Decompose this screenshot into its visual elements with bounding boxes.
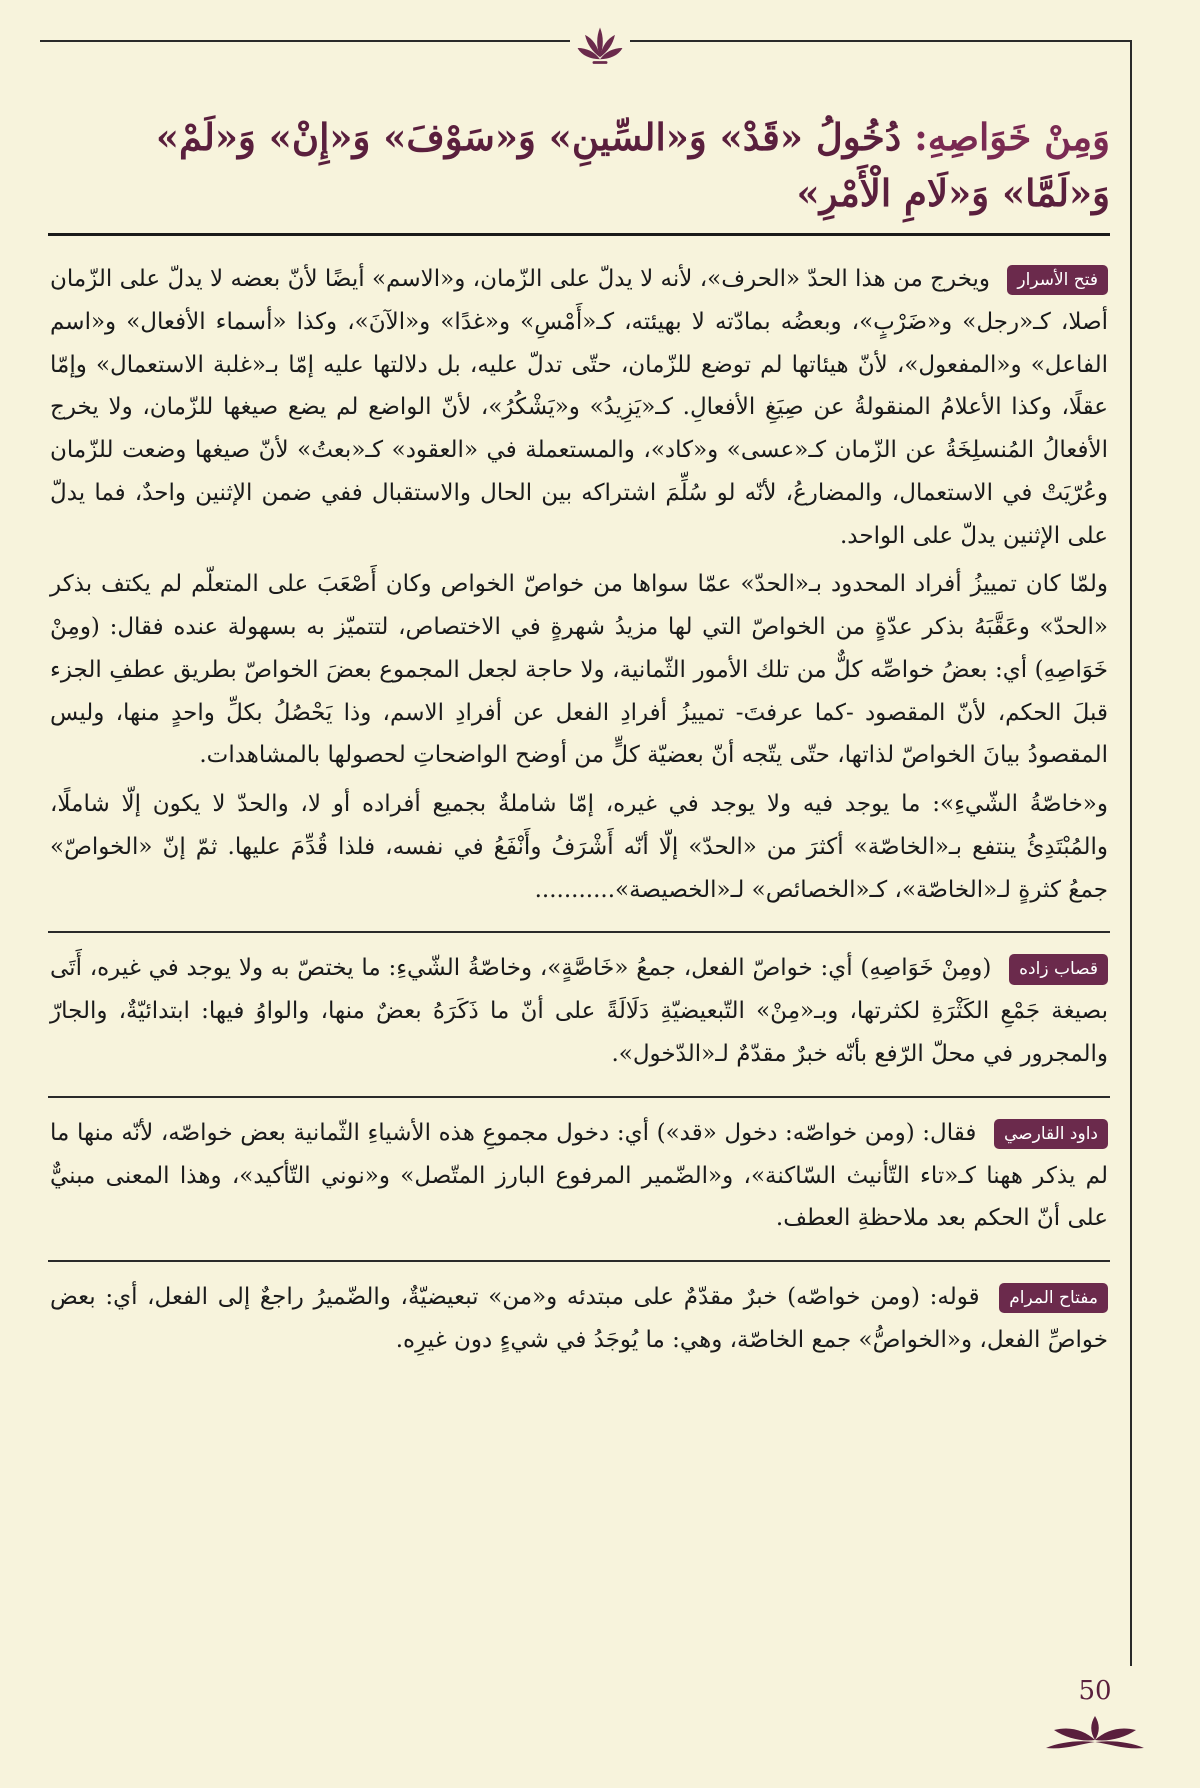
paragraph bbox=[50, 947, 1108, 1075]
commentary-dawud-al-qarsi bbox=[48, 1106, 1110, 1256]
paragraph: ولمّا كان تمييزُ أفراد المحدود بـ«الحدّ» عمّا سواها من خواصّ الخواص وكان أَصْعَبَ على المتعلّم لم يكتف بذكر «الحدّ» وعَقَّبَهُ بذكر عدّةٍ من الخواصّ التي لها مزيدُ شهرةٍ في الاختصاص، لتتميّز به بسهولة عنده فقال: (ومِنْ خَوَاصِهِ) أي: بعضُ خواصِّه كلٌّ من تلك الأمور الثّمانية، ولا حاجة لجعل المجموع بعضَ الخواصّ بطريق عطفِ الجزء قبلَ الحكم، لأنّ المقصود -كما عرفتَ- تمييزُ أفرادِ الفعل عن أفرادِ الاسم، وذا يَحْصُلُ بكلِّ واحدٍ منها، وليس المقصودُ بيانَ الخواصّ لذاتها، حتّى يتّجه أنّ بعضيّة كلٍّ من أوضح الواضحاتِ لحصولها بالمشاهدات. bbox=[50, 571, 1108, 769]
matn-text: دُخُولُ «قَدْ» وَ«السِّينِ» وَ«سَوْفَ» وَ«إِنْ» وَ«لَمْ» وَ«لَمَّا» وَ«لَامِ الْأَمْرِ» bbox=[155, 115, 1110, 215]
matn-heading bbox=[48, 110, 1110, 236]
section-divider bbox=[48, 1096, 1110, 1098]
leaf-ornament-icon bbox=[1040, 1706, 1150, 1756]
paragraph-text: ويخرج من هذا الحدّ «الحرف»، لأنه لا يدلّ على الزّمان، و«الاسم» أيضًا لأنّ بعضه لا يدلّ على الزّمان أصلا، كـ«رجل» و«ضَرْبٍ»، وبعضُه بمادّته لا بهيئته، كـ«أَمْسِ» و«غدًا» و«الآنَ»، وكذا «أسماء الأفعال» و«اسم الفاعل» و«المفعول»، لأنّ هيئاتها لم توضع للزّمان، حتّى تدلّ عليه، بل دلالتها عليه إمّا بـ«غلبة الاستعمال» وإمّا عقلًا، وكذا الأعلامُ المنقولةُ عن صِيَغِ الأفعالِ. كـ«يَزِيدُ» و«يَشْكُرُ»، لأنّ الواضع لم يضع صيغها للزّمان، ولا يخرج الأفعالُ المُنسلِخَةُ عن الزّمان كـ«عسى» و«كاد»، والمستعملة في «العقود» كـ«بعتُ» لأنّ صيغها وضعت للزّمان وعُرّيَتْ في الاستعمال، والمضارعُ، لأنّه لو سُلِّمَ اشتراكه بين الحال والاستقبال ففي ضمن الإثنين واحدٌ، فما يدلّ على الإثنين يدلّ على الواحد. bbox=[50, 266, 1108, 549]
commentary-label: قصاب زاده bbox=[1009, 954, 1108, 984]
commentary-label: مفتاح المرام bbox=[999, 1283, 1108, 1313]
commentary-label: داود القارصي bbox=[994, 1119, 1108, 1149]
matn-prefix: وَمِنْ خَوَاصِهِ: bbox=[914, 115, 1110, 159]
commentary-fath-al-asrar bbox=[48, 252, 1110, 927]
paragraph bbox=[50, 1112, 1108, 1240]
commentary-label: فتح الأسرار bbox=[1007, 265, 1108, 295]
commentary-miftah-al-maram bbox=[48, 1270, 1110, 1378]
commentary-qassab-zadeh bbox=[48, 941, 1110, 1091]
paragraph-text: قوله: (ومن خواصّه) خبرٌ مقدّمٌ على مبتدئه و«من» تبعيضيّةٌ، والضّميرُ راجعٌ إلى الفعل، أي: بعض خواصِّ الفعل، و«الخواصُّ» جمع الخاصّة، وهي: ما يُوجَدُ في شيءٍ دون غيرِه. bbox=[50, 1284, 1108, 1353]
paragraph-text: (ومِنْ خَوَاصِهِ) أي: خواصّ الفعل، جمعُ «خَاصَّةٍ»، وخاصّةُ الشّيءِ: ما يختصّ به ولا يوجد في غيره، أَتَى بصيغة جَمْعِ الكَثْرَةِ لكثرتها، وبـ«مِنْ» التّبعيضيّةِ دَلَالَةً على أنّ ما ذَكَرَهُ بعضٌ منها، والواوُ فيها: ابتدائيّةٌ، والجارّ والمجرور في محلّ الرّفع بأنّه خبرٌ مقدّمٌ لـ«الدّخول». bbox=[50, 955, 1108, 1068]
section-divider bbox=[48, 931, 1110, 933]
section-divider bbox=[48, 1260, 1110, 1262]
paragraph bbox=[50, 1276, 1108, 1362]
paragraph bbox=[50, 258, 1108, 557]
page-content bbox=[48, 110, 1110, 1378]
page-number: 50 bbox=[1078, 1676, 1112, 1706]
lotus-ornament-icon bbox=[570, 18, 630, 78]
page-footer bbox=[1040, 1676, 1150, 1760]
paragraph: و«خاصّةُ الشّيءِ»: ما يوجد فيه ولا يوجد في غيره، إمّا شاملةٌ بجميع أفراده أو لا، والحدّ لا يكون إلّا شاملًا، والمُبْتَدِئُ ينتفع بـ«الخاصّة» أكثرَ من «الحدّ» إلّا أنّه أَشْرَفُ وأَنْفَعُ في نفسه، فلذا قُدِّمَ عليها. ثمّ إنّ «الخواصّ» جمعُ كثرةٍ لـ«الخاصّة»، كـ«الخصائص» لـ«الخصيصة»........... bbox=[50, 791, 1108, 903]
paragraph-text: فقال: (ومن خواصّه: دخول «قد») أي: دخول مجموعِ هذه الأشياءِ الثّمانية بعض خواصّه، لأنّه منها ما لم يذكر ههنا كـ«تاء التّأنيث السّاكنة»، و«الضّمير المرفوع البارز المتّصل» و«نوني التّأكيد»، وهذا المعنى مبنيٌّ على أنّ الحكم بعد ملاحظةِ العطف. bbox=[50, 1119, 1108, 1232]
